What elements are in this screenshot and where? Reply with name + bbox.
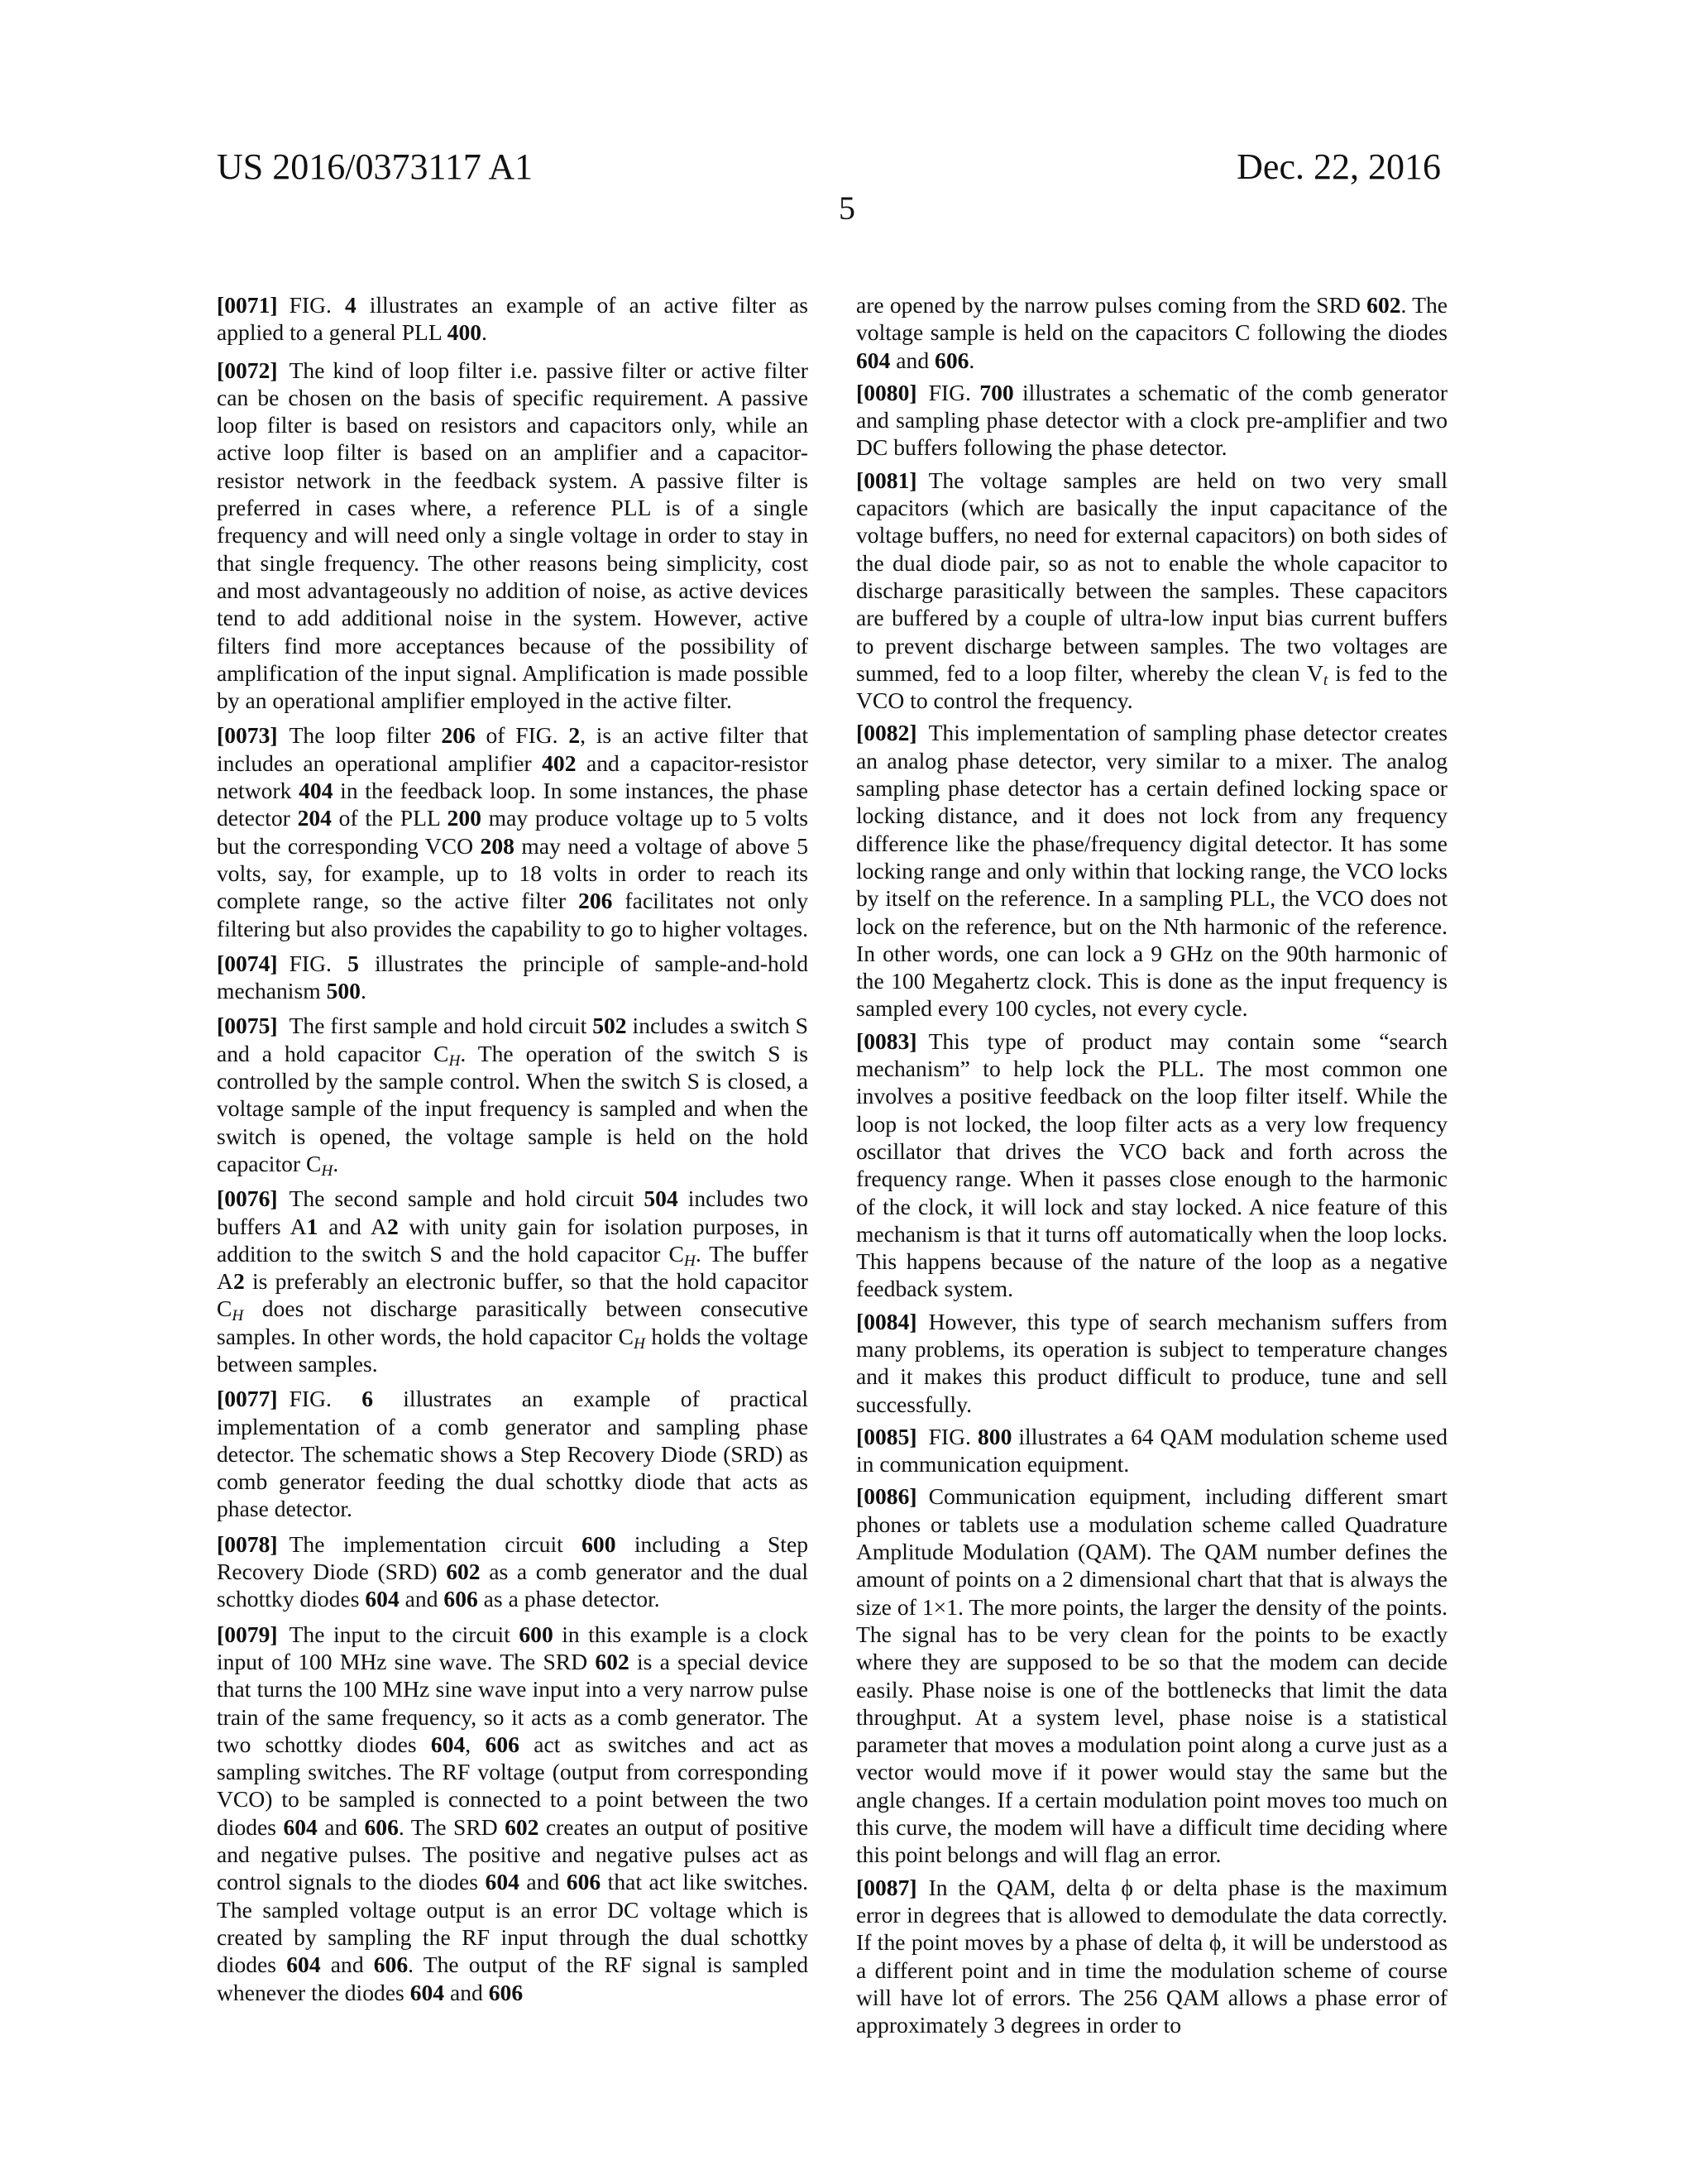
paragraph-0083	[856, 1027, 1448, 1303]
paragraph-text: The first sample and hold circuit 502 includes a switch S and a hold capacitor $C_H$. The operation of the switch S is controlled by the sample control. When the switch S is closed, a voltage sample of the input frequency is sampled and when the switch is opened, the voltage sample is held on the hold capacitor $C_H$.	[217, 1013, 809, 1180]
paragraph-0076	[217, 1185, 808, 1377]
paragraph-text: The implementation circuit 600 including a Step Recovery Diode (SRD) 602 as a comb generator and the dual schottky diodes 604 and 606 as a phase detector.	[217, 1530, 808, 1612]
paragraph-number: [0082]	[856, 720, 917, 746]
paragraph-number: [0074]	[217, 950, 278, 976]
paragraph-0085	[856, 1423, 1448, 1478]
paragraph-text: The voltage samples are held on two very small capacitors (which are basically the input capacitance of the voltage buffers, no need for external capacitors) on both sides of the dual diode pair, so as not to enable the whole capacitor to discharge parasitically between the samples. These capacitors are buffered by a couple of ultra-low input bias current buffers to prevent discharge between samples. The two voltages are summed, fed to a loop filter, whereby the clean $V_t$ is fed to the VCO to control the frequency.	[856, 467, 1448, 714]
publication-number: US 2016/0373117 A1	[217, 146, 534, 187]
paragraph-0080	[856, 379, 1448, 462]
paragraph-text: However, this type of search mechanism suffers from many problems, its operation is subject to temperature changes and it makes this product difficult to produce, tune and sell successfully.	[856, 1308, 1448, 1417]
paragraph-number: [0078]	[217, 1530, 278, 1557]
paragraph-number: [0076]	[217, 1185, 278, 1212]
paragraph-number: [0072]	[217, 357, 278, 383]
paragraph-text: The input to the circuit 600 in this example is a clock input of 100 MHz sine wave. The SRD 602 is a special device that turns the 100 MHz sine wave input into a very narrow pulse train of the same frequency, so it acts as a comb generator. The two schottky diodes 604, 606 act as switches and act as sampling switches. The RF voltage (output from corresponding VCO) to be sampled is connected to a point between the two diodes 604 and 606. The SRD 602 creates an output of positive and negative pulses. The positive and negative pulses act as control signals to the diodes 604 and 606 that act like switches. The sampled voltage output is an error DC voltage which is created by sampling the RF input through the dual schottky diodes 604 and 606. The output of the RF signal is sampled whenever the diodes 604 and 606	[217, 1621, 809, 2005]
paragraph-text: This type of product may contain some “search mechanism” to help lock the PLL. The most common one involves a positive feedback on the loop filter itself. While the loop is not locked, the loop filter acts as a very low frequency oscillator that drives the VCO back and forth across the frequency range. When it passes close enough to the harmonic of the clock, it will lock and stay locked. A nice feature of this mechanism is that it turns off automatically when the loop locks. This happens because of the nature of the loop as a negative feedback system.	[856, 1027, 1448, 1302]
publication-date: Dec. 22, 2016	[1237, 146, 1441, 187]
paragraph-0077	[217, 1385, 808, 1522]
paragraph-text: The second sample and hold circuit 504 includes two buffers A1 and A2 with unity gain for isolation purposes, in addition to the switch S and the hold capacitor $C_H$. The buffer A2 is preferably an electronic buffer, so that the hold capacitor $C_H$ does not discharge parasitically between consecutive samples. In other words, the hold capacitor $C_H$ holds the voltage between samples.	[217, 1185, 809, 1377]
paragraph-number: [0073]	[217, 722, 278, 749]
paragraph-0082	[856, 719, 1448, 1022]
paragraph-number: [0080]	[856, 379, 917, 405]
paragraph-number: [0084]	[856, 1308, 917, 1334]
paragraph-text: The loop filter 206 of FIG. 2, is an active filter that includes an operational amplifier 402 and a capacitor-resistor network 404 in the feedback loop. In some instances, the phase detector 204 of the PLL 200 may produce voltage up to 5 volts but the corresponding VCO 208 may need a voltage of above 5 volts, say, for example, up to 18 volts in order to reach its complete range, so the active filter 206 facilitates not only filtering but also provides the capability to go to higher voltages.	[217, 722, 809, 941]
paragraph-text: The kind of loop filter i.e. passive filter or active filter can be chosen on the basis of specific requirement. A passive loop filter is based on resistors and capacitors only, while an active loop filter is based on an amplifier and a capacitor-resistor network in the feedback system. A passive filter is preferred in cases where, a reference PLL is of a single frequency and will need only a single voltage in order to stay in that single frequency. The other reasons being simplicity, cost and most advantageously no addition of noise, as active devices tend to add additional noise in the system. However, active filters find more acceptances because of the possibility of amplification of the input signal. Amplification is made possible by an operational amplifier employed in the active filter.	[217, 357, 808, 714]
paragraph-0079	[217, 1621, 808, 2006]
paragraph-text: In the QAM, delta ϕ or delta phase is the maximum error in degrees that is allowed to demodulate the data correctly. If the point moves by a phase of delta ϕ, it will be understood as a different point and in time the modulation scheme of course will have lot of errors. The 256 QAM allows a phase error of approximately 3 degrees in order to	[856, 1874, 1448, 2038]
paragraph-text: Communication equipment, including different smart phones or tablets use a modulation scheme called Quadrature Amplitude Modulation (QAM). The QAM number defines the amount of points on a 2 dimensional chart that that is always the size of 1×1. The more points, the larger the density of the points. The signal has to be very clean for the points to be exactly where they are supposed to be so that the modem can decide easily. Phase noise is one of the bottlenecks that limit the data throughput. At a system level, phase noise is a statistical parameter that moves a modulation point along a curve just as a vector would move if it power would stay the same but the angle changes. If a certain modulation point moves too much on this curve, the modem will have a difficult time deciding where this point belongs and will flag an error.	[856, 1483, 1448, 1868]
paragraph-continued	[856, 291, 1448, 374]
paragraph-0073	[217, 721, 808, 941]
paragraph-0081	[856, 467, 1448, 715]
paragraph-0072	[217, 357, 808, 715]
paragraph-number: [0085]	[856, 1423, 917, 1449]
page-number: 5	[839, 189, 855, 227]
paragraph-text: are opened by the narrow pulses coming from the SRD 602. The voltage sample is held on the capacitors C following the diodes 604 and 606.	[856, 292, 1448, 373]
paragraph-number: [0087]	[856, 1874, 917, 1900]
paragraph-number: [0081]	[856, 467, 917, 493]
paragraph-text: FIG. 700 illustrates a schematic of the comb generator and sampling phase detector with a clock pre-amplifier and two DC buffers following the phase detector.	[856, 379, 1448, 461]
paragraph-number: [0086]	[856, 1483, 917, 1510]
right-text-column	[856, 291, 1448, 2043]
paragraph-0087	[856, 1874, 1448, 2039]
paragraph-number: [0079]	[217, 1621, 278, 1647]
paragraph-0078	[217, 1530, 808, 1613]
paragraph-text: FIG. 5 illustrates the principle of sample-and-hold mechanism 500.	[217, 950, 808, 1004]
paragraph-0084	[856, 1308, 1448, 1418]
paragraph-number: [0083]	[856, 1027, 917, 1054]
paragraph-text: This implementation of sampling phase detector creates an analog phase detector, very similar to a mixer. The analog sampling phase detector has a certain defined locking space or locking distance, and it does not lock from any frequency difference like the phase/frequency digital detector. It has some locking range and only within that locking range, the VCO locks by itself on the reference. In a sampling PLL, the VCO does not lock on the reference, but on the Nth harmonic of the reference. In other words, one can lock a 9 GHz on the 90th harmonic of the 100 Megahertz clock. This is done as the input frequency is sampled every 100 cycles, not every cycle.	[856, 720, 1448, 1022]
paragraph-number: [0077]	[217, 1386, 278, 1412]
paragraph-text: FIG. 6 illustrates an example of practical implementation of a comb generator and sampling phase detector. The schematic shows a Step Recovery Diode (SRD) as comb generator feeding the dual schottky diode that acts as phase detector.	[217, 1386, 808, 1522]
paragraph-0071	[217, 291, 808, 347]
paragraph-0086	[856, 1482, 1448, 1868]
paragraph-0075	[217, 1012, 809, 1180]
paragraph-text: FIG. 800 illustrates a 64 QAM modulation scheme used in communication equipment.	[856, 1423, 1448, 1478]
paragraph-number: [0071]	[217, 292, 278, 318]
paragraph-text: FIG. 4 illustrates an example of an active filter as applied to a general PLL 400.	[217, 292, 808, 346]
paragraph-0074	[217, 950, 808, 1005]
left-text-column	[217, 291, 808, 2014]
paragraph-number: [0075]	[217, 1013, 278, 1039]
